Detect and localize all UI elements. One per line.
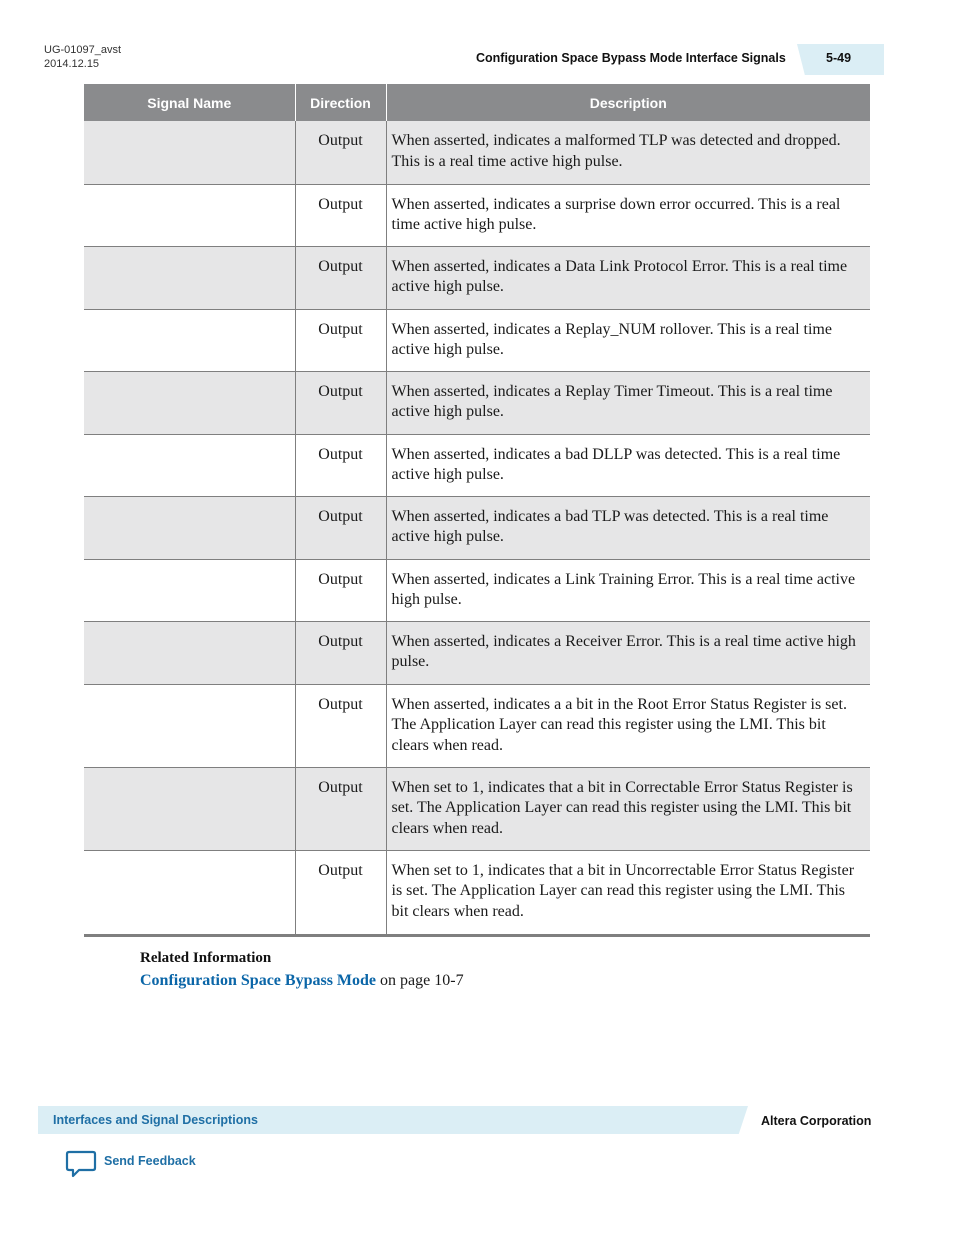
table-row bbox=[84, 309, 870, 371]
table-row bbox=[84, 684, 870, 767]
table-header-row bbox=[84, 84, 870, 121]
signal-table bbox=[84, 84, 870, 937]
table-row bbox=[84, 184, 870, 246]
description-cell: When asserted, indicates a Data Link Protocol Error. This is a real time active high pulse. bbox=[386, 246, 870, 309]
table-row bbox=[84, 767, 870, 850]
direction-cell: Output bbox=[295, 767, 386, 850]
description-cell: When asserted, indicates a a bit in the Root Error Status Register is set. The Application Layer can read this register using the LMI. This bit clears when read. bbox=[386, 684, 870, 767]
direction-cell: Output bbox=[295, 121, 386, 184]
signal-name-cell bbox=[84, 684, 295, 767]
signal-name-cell bbox=[84, 121, 295, 184]
send-feedback-link[interactable]: Send Feedback bbox=[104, 1154, 196, 1168]
signal-name-cell bbox=[84, 496, 295, 559]
related-link-suffix: on page 10-7 bbox=[376, 972, 464, 989]
direction-cell: Output bbox=[295, 246, 386, 309]
table-row bbox=[84, 850, 870, 935]
signal-name-cell bbox=[84, 371, 295, 434]
footer-company: Altera Corporation bbox=[761, 1114, 872, 1128]
signal-name-cell bbox=[84, 434, 295, 496]
description-cell: When asserted, indicates a bad TLP was detected. This is a real time active high pulse. bbox=[386, 496, 870, 559]
table-row bbox=[84, 121, 870, 184]
section-title: Configuration Space Bypass Mode Interface Signals bbox=[476, 51, 786, 65]
direction-cell: Output bbox=[295, 684, 386, 767]
description-cell: When set to 1, indicates that a bit in Correctable Error Status Register is set. The Application Layer can read this register using the LMI. This bit clears when read. bbox=[386, 767, 870, 850]
table-row bbox=[84, 246, 870, 309]
direction-cell: Output bbox=[295, 559, 386, 621]
document-date: 2014.12.15 bbox=[44, 58, 100, 70]
related-information-line bbox=[140, 972, 464, 990]
signal-name-cell bbox=[84, 559, 295, 621]
direction-cell: Output bbox=[295, 621, 386, 684]
signal-name-cell bbox=[84, 309, 295, 371]
table-row bbox=[84, 496, 870, 559]
column-header-signal-name: Signal Name bbox=[84, 84, 295, 121]
description-cell: When asserted, indicates a bad DLLP was detected. This is a real time active high pulse. bbox=[386, 434, 870, 496]
document-id-block bbox=[44, 43, 121, 71]
table-row bbox=[84, 621, 870, 684]
direction-cell: Output bbox=[295, 371, 386, 434]
page-number: 5-49 bbox=[826, 51, 852, 65]
signal-name-cell bbox=[84, 184, 295, 246]
table-row bbox=[84, 559, 870, 621]
description-cell: When asserted, indicates a surprise down error occurred. This is a real time active high pulse. bbox=[386, 184, 870, 246]
signal-name-cell bbox=[84, 767, 295, 850]
footer-chapter-title: Interfaces and Signal Descriptions bbox=[53, 1113, 258, 1127]
description-cell: When asserted, indicates a Link Training Error. This is a real time active high pulse. bbox=[386, 559, 870, 621]
description-cell: When set to 1, indicates that a bit in Uncorrectable Error Status Register is set. The Application Layer can read this register using the LMI. This bit clears when read. bbox=[386, 850, 870, 935]
column-header-description: Description bbox=[386, 84, 870, 121]
signal-name-cell bbox=[84, 621, 295, 684]
document-id: UG-01097_avst bbox=[44, 44, 122, 56]
description-cell: When asserted, indicates a Receiver Error. This is a real time active high pulse. bbox=[386, 621, 870, 684]
description-cell: When asserted, indicates a malformed TLP was detected and dropped. This is a real time active high pulse. bbox=[386, 121, 870, 184]
speech-bubble-icon[interactable] bbox=[65, 1150, 97, 1178]
direction-cell: Output bbox=[295, 434, 386, 496]
column-header-direction: Direction bbox=[295, 84, 386, 121]
direction-cell: Output bbox=[295, 309, 386, 371]
configuration-space-bypass-mode-link[interactable]: Configuration Space Bypass Mode bbox=[140, 972, 377, 989]
table-row bbox=[84, 371, 870, 434]
table-row bbox=[84, 434, 870, 496]
description-cell: When asserted, indicates a Replay Timer Timeout. This is a real time active high pulse. bbox=[386, 371, 870, 434]
description-cell: When asserted, indicates a Replay_NUM rollover. This is a real time active high pulse. bbox=[386, 309, 870, 371]
signal-name-cell bbox=[84, 246, 295, 309]
related-information-heading: Related Information bbox=[140, 950, 272, 966]
signal-name-cell bbox=[84, 850, 295, 935]
direction-cell: Output bbox=[295, 850, 386, 935]
direction-cell: Output bbox=[295, 184, 386, 246]
direction-cell: Output bbox=[295, 496, 386, 559]
